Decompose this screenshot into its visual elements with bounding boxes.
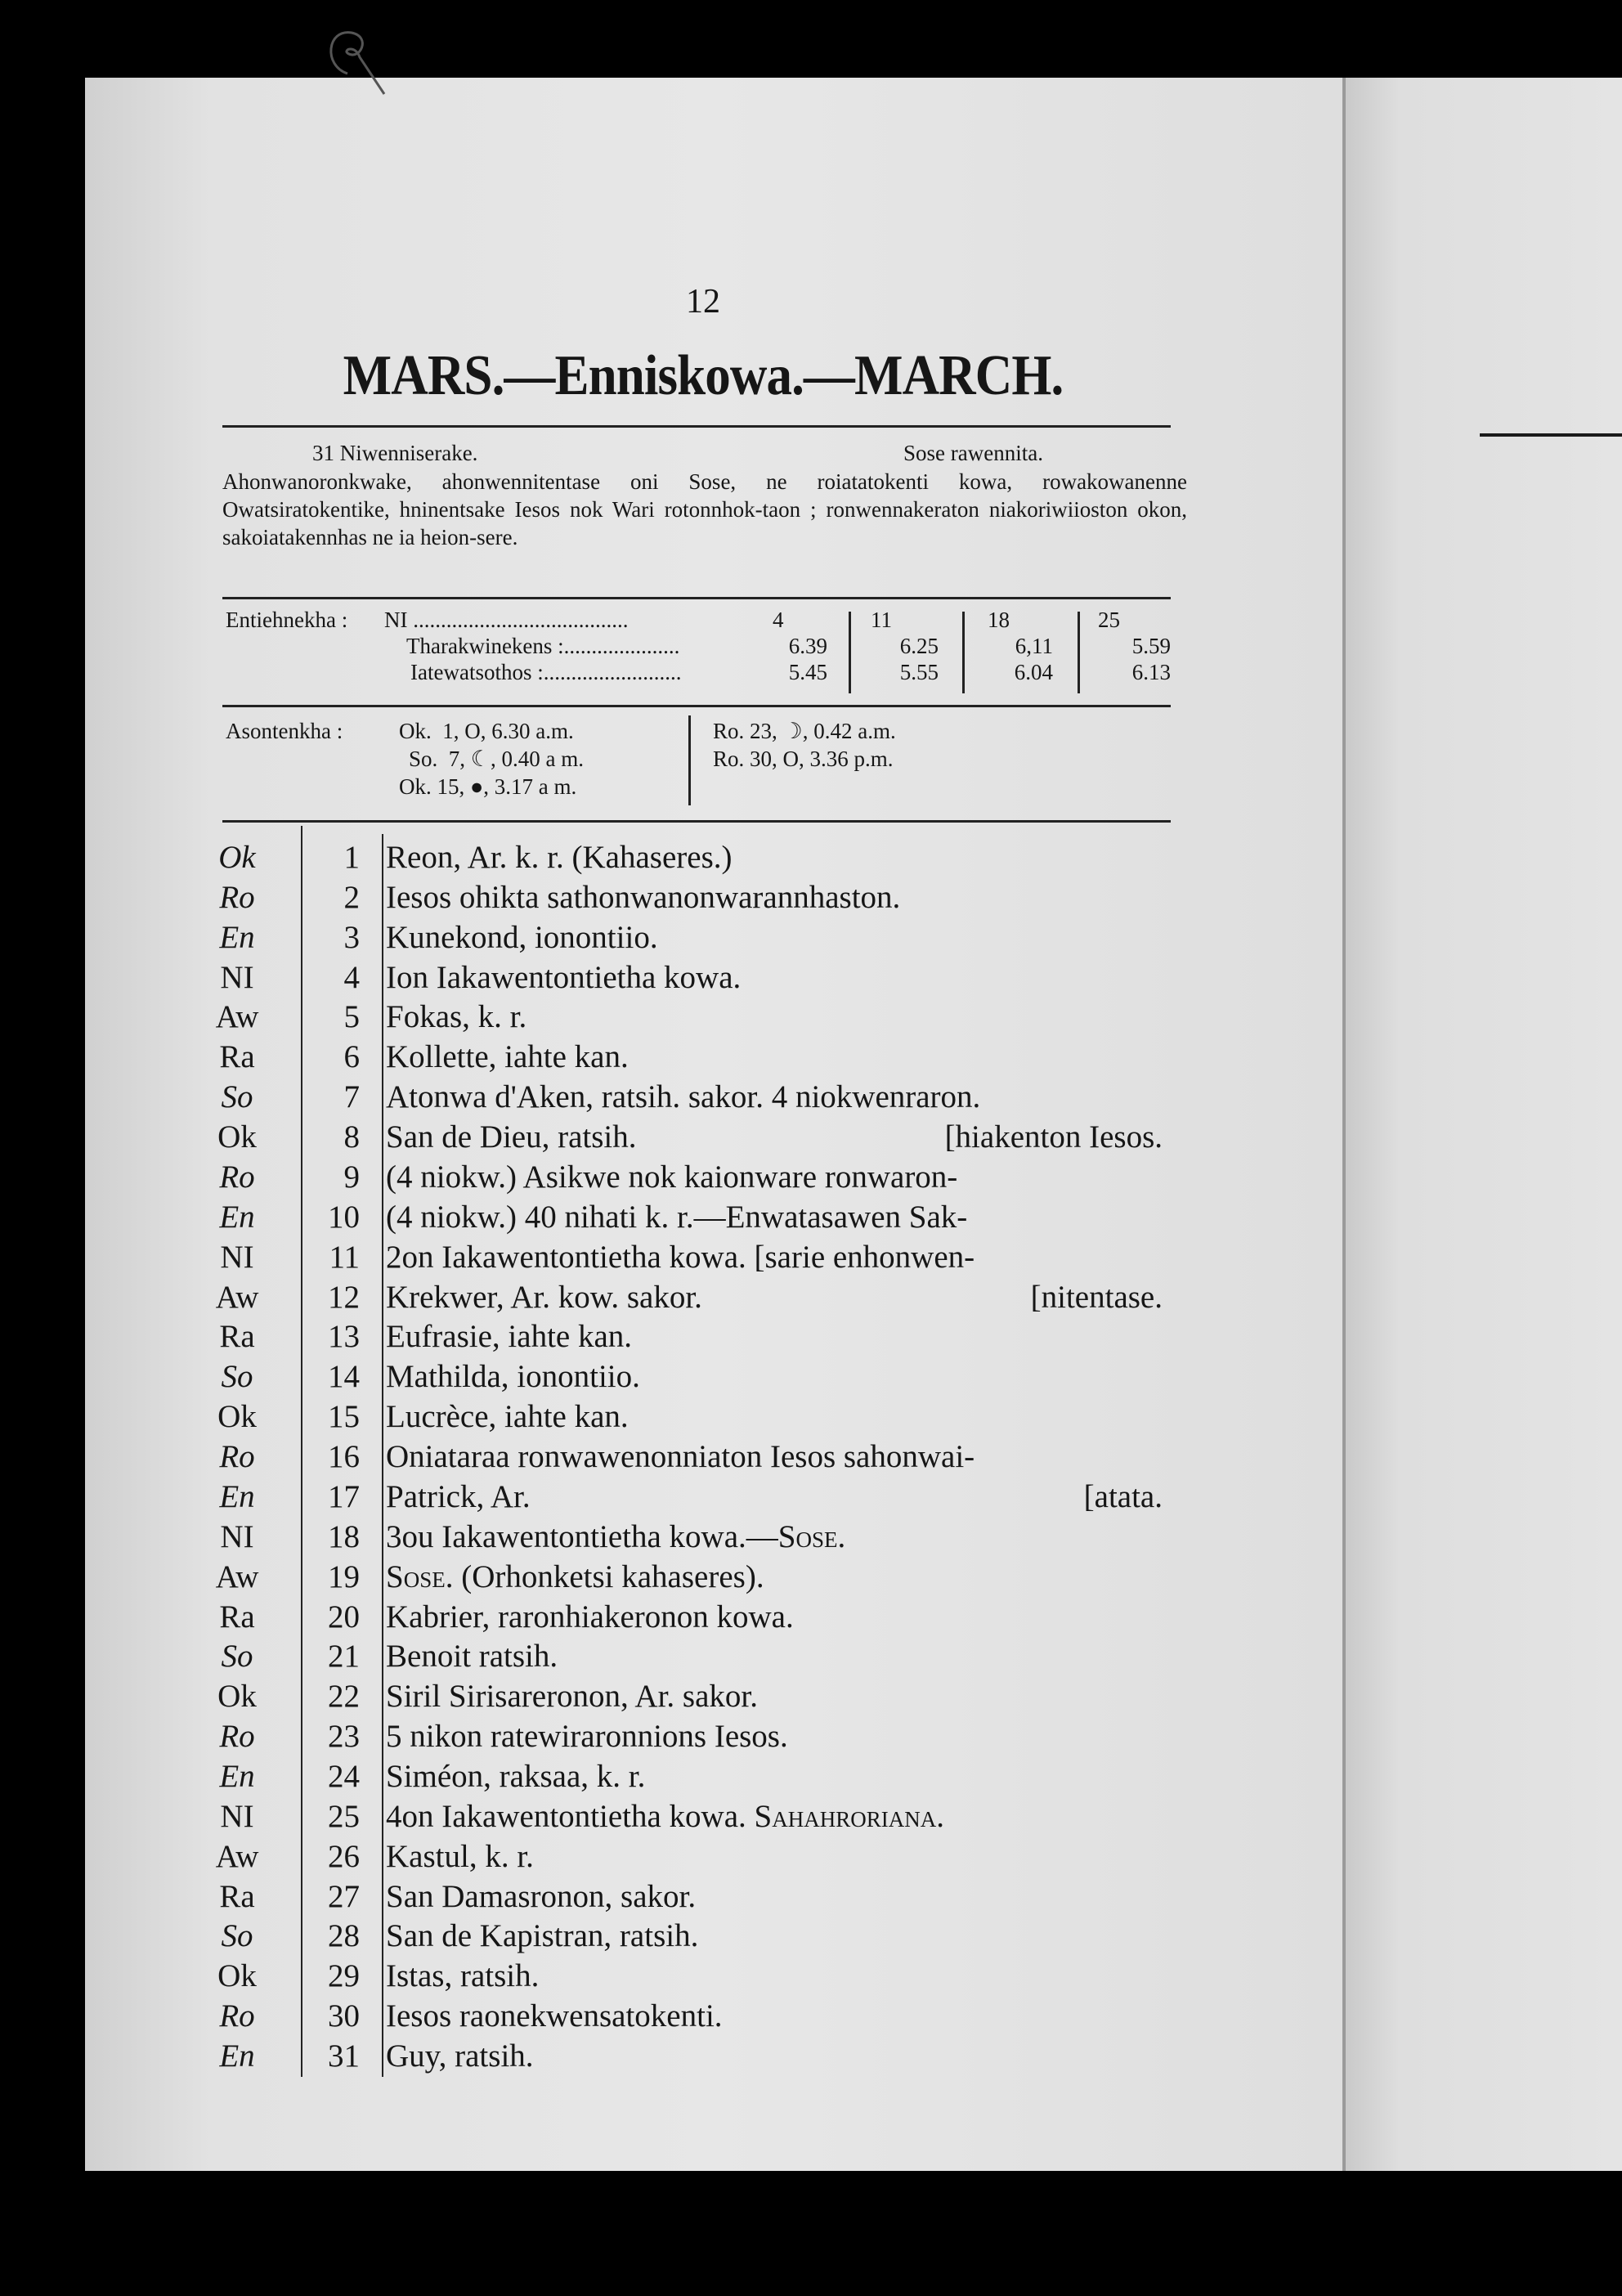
weekday-abbr: Ok — [217, 1958, 257, 1994]
moon-phase: So. 7, ☾, 0.40 a m. — [409, 747, 584, 771]
entry-continuation: [atata. — [1083, 1478, 1163, 1514]
entry-text — [386, 998, 526, 1037]
day-number: 10 — [328, 1199, 360, 1235]
day-number: 6 — [343, 1039, 360, 1075]
entry-main: Fokas, k. r. — [386, 999, 527, 1035]
entry-text — [386, 958, 741, 998]
entry-main: Eufrasie, iahte kan. — [386, 1319, 633, 1355]
calendar-row — [196, 1957, 1163, 1996]
entry-continuation: [nitentase. — [1030, 1279, 1163, 1315]
almanac-cell: 6.39 — [788, 634, 827, 658]
entry-main: Kunekond, ionontiio. — [386, 919, 658, 955]
page-fold — [1342, 78, 1346, 2171]
thread-mark — [323, 25, 388, 98]
weekday-abbr: Ra — [219, 1039, 255, 1075]
weekday-abbr: En — [219, 2038, 255, 2074]
entry-main: San de Dieu, ratsih. — [386, 1119, 637, 1155]
moon-phase: Ro. 23, ☽, 0.42 a.m. — [713, 719, 896, 743]
entry-main: (4 niokw.) 40 nihati k. r.—Enwatasawen Sak- — [386, 1199, 968, 1235]
day-number: 5 — [343, 999, 360, 1035]
entry-text — [386, 878, 900, 917]
calendar-row — [196, 1997, 1163, 2036]
day-number: 29 — [328, 1958, 360, 1994]
calendar-row — [196, 1158, 1163, 1197]
day-number: 2 — [343, 879, 360, 915]
almanac-cell: 18 — [988, 608, 1010, 632]
almanac-cell: 25 — [1098, 608, 1120, 632]
almanac-cell: 5.55 — [899, 660, 939, 684]
day-number: 15 — [328, 1399, 360, 1435]
entry-main: Iesos raonekwensatokenti. — [386, 1998, 723, 2034]
day-number: 28 — [328, 1918, 360, 1954]
entry-text — [386, 918, 658, 957]
moon-phase: Ok. 15, ●, 3.17 a m. — [399, 774, 577, 799]
entry-smallcaps: Sose. — [386, 1558, 454, 1594]
almanac-cell: 5.45 — [788, 660, 827, 684]
calendar-row — [196, 1677, 1163, 1716]
calendar-row — [196, 958, 1163, 998]
calendar-row — [196, 1118, 1163, 1157]
entry-text — [386, 838, 732, 877]
calendar-row — [196, 1078, 1163, 1117]
calendar-row — [196, 1717, 1163, 1756]
calendar-row — [196, 1637, 1163, 1676]
calendar-rule — [222, 820, 1171, 823]
weekday-abbr: Ok — [218, 840, 256, 875]
entry-main: Patrick, Ar. — [386, 1478, 531, 1514]
weekday-abbr: Ok — [217, 1399, 257, 1435]
calendar-row — [196, 1757, 1163, 1796]
calendar-row — [196, 1518, 1163, 1557]
weekday-abbr: Ro — [219, 879, 255, 915]
day-number: 1 — [343, 840, 360, 875]
weekday-abbr: Ok — [217, 1679, 257, 1715]
moon-divider — [688, 715, 691, 805]
calendar-row — [196, 918, 1163, 957]
entry-smallcaps: Sahahroriana. — [754, 1798, 944, 1834]
almanac-rule-bottom — [222, 705, 1171, 707]
entry-main: Siril Sirisareronon, Ar. sakor. — [386, 1679, 758, 1715]
weekday-abbr: Ro — [219, 1439, 255, 1475]
weekday-abbr: En — [219, 1478, 255, 1514]
weekday-abbr: Ro — [219, 1159, 255, 1195]
day-number: 19 — [328, 1558, 360, 1594]
page-number: 12 — [686, 283, 720, 321]
moon-label: Asontenkha : — [226, 719, 343, 743]
entry-main: 5 nikon ratewiraronnions Iesos. — [386, 1719, 788, 1755]
calendar-row — [196, 1038, 1163, 1077]
entry-text — [386, 1478, 531, 1517]
weekday-abbr: NI — [220, 959, 254, 995]
day-number: 18 — [328, 1518, 360, 1554]
weekday-abbr: Ok — [217, 1119, 257, 1155]
feast-name: Sose rawennita. — [903, 441, 1043, 465]
calendar-row — [196, 1837, 1163, 1877]
day-number: 30 — [328, 1998, 360, 2034]
almanac-cell: 6.04 — [1014, 660, 1053, 684]
entry-main: Reon, Ar. k. r. (Kahaseres.) — [386, 840, 733, 875]
calendar-row — [196, 1437, 1163, 1477]
calendar-row — [196, 1198, 1163, 1237]
calendar-row — [196, 1478, 1163, 1517]
day-number: 11 — [329, 1239, 360, 1275]
entry-main: Lucrèce, iahte kan. — [386, 1399, 629, 1435]
entry-text — [386, 1357, 640, 1397]
entry-text — [386, 1558, 764, 1597]
calendar-row — [196, 1397, 1163, 1437]
day-number: 13 — [328, 1319, 360, 1355]
almanac-divider — [1078, 612, 1080, 693]
entry-main: 4on Iakawentontietha kowa. — [386, 1798, 755, 1834]
weekday-abbr: So — [221, 1079, 253, 1115]
entry-main: Iesos ohikta sathonwanonwarannhaston. — [386, 879, 901, 915]
entry-text — [386, 1757, 645, 1796]
calendar-row — [196, 1278, 1163, 1317]
entry-main: (4 niokw.) Asikwe nok kaionware ronwaron- — [386, 1159, 958, 1195]
entry-main: Guy, ratsih. — [386, 2038, 534, 2074]
entry-text — [386, 2037, 534, 2076]
feast-text: Ahonwanoronkwake, ahonwennitentase oni Sose, ne roiatatokenti kowa, rowakowanenne Owatsiratokentike, hninentsake Iesos nok Wari rotonnhok-taon ; ronwennakeraton niakoriwiioston okon, sakoiatakennhas ne ia heion-sere. — [222, 469, 1187, 549]
title-rule — [222, 425, 1171, 428]
weekday-abbr: En — [219, 1759, 255, 1794]
day-number: 16 — [328, 1439, 360, 1475]
entry-text — [386, 1078, 980, 1117]
day-number: 7 — [343, 1079, 360, 1115]
entry-main: Benoit ratsih. — [386, 1639, 558, 1675]
weekday-abbr: NI — [220, 1239, 254, 1275]
almanac-cell: 6,11 — [1015, 634, 1053, 658]
weekday-abbr: Aw — [215, 1558, 259, 1594]
entry-text — [386, 1038, 629, 1077]
entry-text — [386, 1877, 696, 1917]
almanac-rule-top — [222, 597, 1171, 599]
weekday-abbr: So — [221, 1639, 253, 1675]
almanac-row-label: Tharakwinekens :..................... — [406, 634, 680, 658]
entry-text — [386, 1717, 788, 1756]
day-number: 4 — [343, 959, 360, 995]
day-number: 20 — [328, 1599, 360, 1635]
entry-text — [386, 1677, 758, 1716]
weekday-abbr: Ra — [219, 1599, 255, 1635]
day-number: 31 — [328, 2038, 360, 2074]
weekday-abbr: Ra — [219, 1878, 255, 1914]
weekday-abbr: Aw — [215, 1838, 259, 1874]
almanac-cell: 5.59 — [1131, 634, 1171, 658]
entry-main: Kollette, iahte kan. — [386, 1039, 629, 1075]
calendar-row — [196, 1317, 1163, 1357]
entry-text — [386, 1158, 957, 1197]
entry-text — [386, 1198, 967, 1237]
calendar-row — [196, 1877, 1163, 1917]
almanac-row-label: NI ....................................... — [384, 608, 629, 632]
day-number: 22 — [328, 1679, 360, 1715]
entry-text — [386, 1797, 944, 1836]
entry-text — [386, 1598, 794, 1637]
entry-after: (Orhonketsi kahaseres). — [453, 1558, 764, 1594]
calendar-row — [196, 2037, 1163, 2076]
entry-main: Atonwa d'Aken, ratsih. sakor. 4 niokwenraron. — [386, 1079, 981, 1115]
almanac-cell: 6.25 — [899, 634, 939, 658]
almanac-divider — [962, 612, 965, 693]
entry-text — [386, 1518, 845, 1557]
entry-main: Kastul, k. r. — [386, 1838, 534, 1874]
weekday-abbr: Aw — [215, 1279, 259, 1315]
entry-text — [386, 1118, 637, 1157]
entry-main: Mathilda, ionontiio. — [386, 1359, 640, 1395]
weekday-abbr: En — [219, 1199, 255, 1235]
day-number: 24 — [328, 1759, 360, 1794]
weekday-abbr: Aw — [215, 999, 259, 1035]
weekday-abbr: En — [219, 919, 255, 955]
entry-main: San Damasronon, sakor. — [386, 1878, 697, 1914]
entry-main: Oniataraa ronwawenonniaton Iesos sahonwai- — [386, 1439, 975, 1475]
day-number: 3 — [343, 919, 360, 955]
facing-page-rule — [1480, 433, 1622, 437]
day-number: 9 — [343, 1159, 360, 1195]
weekday-abbr: Ra — [219, 1319, 255, 1355]
day-number: 23 — [328, 1719, 360, 1755]
entry-main: Krekwer, Ar. kow. sakor. — [386, 1279, 702, 1315]
entry-main: Ion Iakawentontietha kowa. — [386, 959, 742, 995]
entry-main: Istas, ratsih. — [386, 1958, 540, 1994]
calendar-row — [196, 1357, 1163, 1397]
entry-text — [386, 1278, 702, 1317]
entry-text — [386, 1917, 698, 1956]
calendar-row — [196, 1598, 1163, 1637]
weekday-abbr: Ro — [219, 1719, 255, 1755]
weekday-abbr: So — [221, 1918, 253, 1954]
day-number: 26 — [328, 1838, 360, 1874]
calendar-row — [196, 838, 1163, 877]
entry-text — [386, 1957, 539, 1996]
weekday-abbr: NI — [220, 1798, 254, 1834]
calendar-row — [196, 1797, 1163, 1836]
feast-day-label: 31 Niwenniserake. — [312, 441, 478, 465]
page-title: MARS.—Enniskowa.—MARCH. — [343, 344, 1064, 407]
day-number: 12 — [328, 1279, 360, 1315]
almanac-cell: 4 — [773, 608, 784, 632]
entry-smallcaps: Sose. — [777, 1518, 846, 1554]
entry-text — [386, 1317, 632, 1357]
calendar-row — [196, 1238, 1163, 1277]
weekday-abbr: NI — [220, 1518, 254, 1554]
entry-main: San de Kapistran, ratsih. — [386, 1918, 699, 1954]
day-number: 25 — [328, 1798, 360, 1834]
day-number: 14 — [328, 1359, 360, 1395]
day-number: 8 — [343, 1119, 360, 1155]
entry-main: 3ou Iakawentontietha kowa.— — [386, 1518, 778, 1554]
almanac-divider — [849, 612, 851, 693]
entry-text — [386, 1397, 629, 1437]
entry-main: Kabrier, raronhiakeronon kowa. — [386, 1599, 794, 1635]
almanac-label: Entiehnekha : — [226, 608, 348, 632]
almanac-row-label: Iatewatsothos :......................... — [410, 660, 682, 684]
calendar-row — [196, 1917, 1163, 1956]
almanac-cell: 6.13 — [1131, 660, 1171, 684]
weekday-abbr: Ro — [219, 1998, 255, 2034]
day-number: 27 — [328, 1878, 360, 1914]
entry-main: 2on Iakawentontietha kowa. [sarie enhonwen- — [386, 1239, 975, 1275]
entry-text — [386, 1837, 534, 1877]
entry-continuation: [hiakenton Iesos. — [944, 1119, 1163, 1155]
moon-phase: Ok. 1, O, 6.30 a.m. — [399, 719, 574, 743]
weekday-abbr: So — [221, 1359, 253, 1395]
entry-main: Siméon, raksaa, k. r. — [386, 1759, 646, 1794]
calendar-row — [196, 998, 1163, 1037]
entry-text — [386, 1238, 975, 1277]
entry-text — [386, 1997, 723, 2036]
day-number: 17 — [328, 1478, 360, 1514]
moon-phase: Ro. 30, O, 3.36 p.m. — [713, 747, 894, 771]
calendar-row — [196, 1558, 1163, 1597]
entry-text — [386, 1637, 558, 1676]
facing-page — [1344, 78, 1622, 2171]
day-number: 21 — [328, 1639, 360, 1675]
entry-text — [386, 1437, 975, 1477]
almanac-cell: 11 — [871, 608, 892, 632]
calendar-row — [196, 878, 1163, 917]
